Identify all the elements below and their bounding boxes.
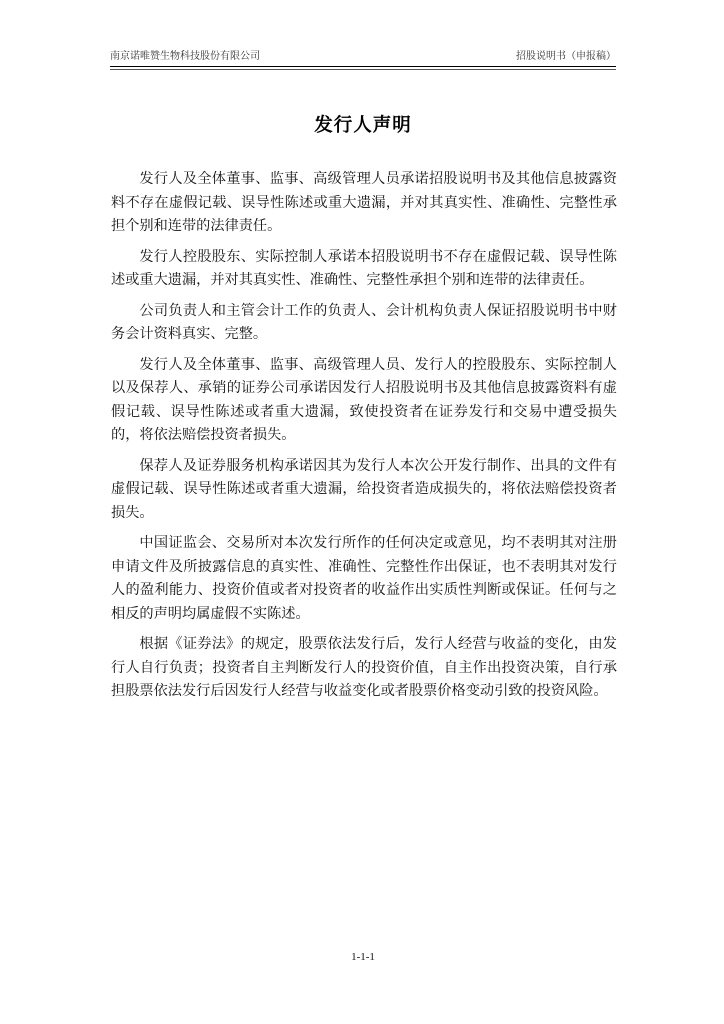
paragraph-directors-commitment: 发行人及全体董事、监事、高级管理人员承诺招股说明书及其他信息披露资料不存在虚假记载、误导性陈述或重大遗漏，并对其真实性、准确性、完整性承担个别和连带的法律责任。 [111, 171, 617, 234]
page-number: 1-1-1 [351, 951, 375, 963]
paragraph-compensation-commitment: 发行人及全体董事、监事、高级管理人员、发行人的控股股东、实际控制人以及保荐人、承销的证券公司承诺因发行人招股说明书及其他信息披露资料有虚假记载、误导性陈述或者重大遗漏，致使投资者在证券发行和交易中遭受损失的，将依法赔偿投资者损失。 [111, 356, 617, 443]
paragraph-financial-guarantee: 公司负责人和主管会计工作的负责人、会计机构负责人保证招股说明书中财务会计资料真实、完整。 [111, 302, 617, 342]
header-divider [110, 66, 616, 67]
header-document-type: 招股说明书（申报稿） [516, 51, 616, 62]
paragraph-controller-commitment: 发行人控股股东、实际控制人承诺本招股说明书不存在虚假记载、误导性陈述或重大遗漏，并对其真实性、准确性、完整性承担个别和连带的法律责任。 [111, 248, 617, 288]
page-title: 发行人声明 [314, 115, 412, 136]
paragraph-sponsor-commitment: 保荐人及证券服务机构承诺因其为发行人本次公开发行制作、出具的文件有虚假记载、误导性陈述或者重大遗漏，给投资者造成损失的，将依法赔偿投资者损失。 [111, 457, 617, 521]
header-company-name: 南京诺唯赞生物科技股份有限公司 [110, 51, 260, 62]
header-divider-thin [110, 69, 616, 70]
paragraph-regulator-disclaimer: 中国证监会、交易所对本次发行所作的任何决定或意见，均不表明其对注册申请文件及所披露信息的真实性、准确性、完整性作出保证，也不表明其对发行人的盈利能力、投资价值或者对投资者的收益作出实质性判断或保证。任何与之相反的声明均属虚假不实陈述。 [111, 535, 617, 622]
page-header [110, 50, 616, 66]
statement-body [111, 168, 617, 711]
paragraph-investment-risk: 根据《证券法》的规定，股票依法发行后，发行人经营与收益的变化，由发行人自行负责；投资者自主判断发行人的投资价值，自主作出投资决策，自行承担股票依法发行后因发行人经营与收益变化或者股票价格变动引致的投资风险。 [111, 636, 617, 699]
